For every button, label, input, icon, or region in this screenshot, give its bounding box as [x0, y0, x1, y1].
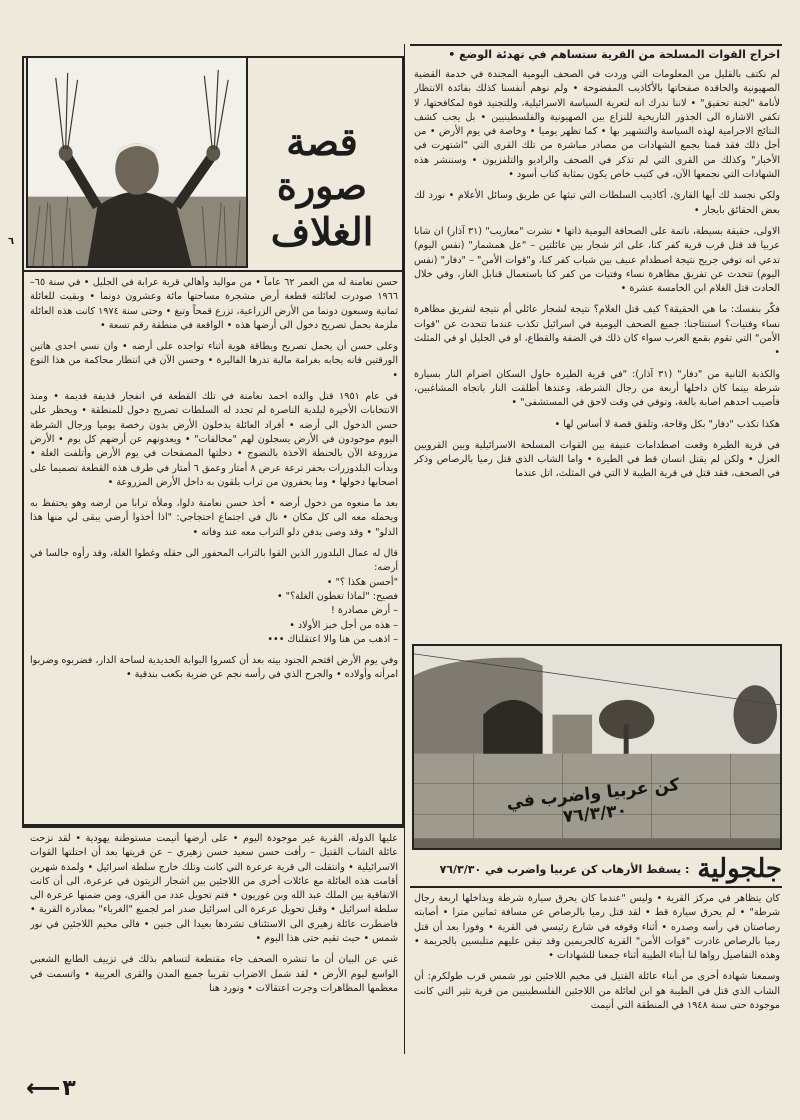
dialogue-line: – أرض مصادرة ! — [330, 605, 398, 617]
dialogue-line: – اذهب من هنا والا اعتقلناك ••• — [267, 633, 398, 645]
paragraph: في قرية الطيرة وقعت اصطدامات عنيفة بين القوات المسلحة الاسرائيلية وبين القرويين العزل • ولكن لم يقتل انسان قط في الطيرة • واما الشاب الذي قتل رميا بالرصاص وذكر في الصحف، فقد قتل في قرية الطيبة لا التي في المثلث، اتل عندما — [414, 439, 780, 480]
article-title — [252, 120, 392, 270]
paragraph: هكذا تكذب "دفار" بكل وقاحة، وتلفق قصة لا أساس لها • — [554, 418, 780, 430]
photo-caption — [410, 852, 782, 888]
paragraph: فكّر بنفسك: ما هي الحقيقة؟ كيف قتل الغلام؟ نتيجة لشجار عائلي أم نتيجة لتفريق مظاهرة نساء وفتيات؟ استنتاجنا: جميع الصحف اليومية في اسرائيل تكذب عندما تتحدث عن "قوات الأمن" التي تقوم بقمع العرب سواء كان ذلك في الضفة والقطاع، او في الجليل او في المثلث • — [414, 304, 780, 359]
column-divider — [404, 44, 405, 1054]
bottom-right-body — [414, 892, 780, 1062]
paragraph: قال له عمال البلدوزر الذين القوا بالتراب المحفور الى حقله وغطوا الغلة، وقد رأوه جالسا في أرضه: — [30, 548, 398, 574]
dialogue-line: "أحسن هكذا ؟" • — [326, 576, 398, 588]
paragraph: بعد ما منعوه من دخول أرضه • أخذ حسن نعامنة دلوا، وملأه ترابا من ارضه وهو يحتفظ به ويحمله معه الى كل مكان • نال في اجتماع احتجاجي: "اذا أخذوا أرضي يبقى لي منها هذا الدلو" • وقد وصى بدفن دلو التراب معه عند وفاته • — [30, 498, 398, 538]
left-arrow-icon: ⟵ — [26, 1074, 61, 1102]
caption-village-name: جلجولية — [697, 854, 782, 884]
paragraph: وفي يوم الأرض اقتحم الجنود بيته بعد أن كسروا البوابة الحديدية لساحة الدار، فضربوه وضربوا امرأته وأولاده • والجرح الذي في رأسه نجم عن ضربة بكعب بندقية • — [30, 655, 398, 681]
right-column — [414, 46, 780, 642]
right-column-body — [414, 68, 780, 640]
bottom-left-body — [30, 832, 398, 1058]
paragraph: كان يتظاهر في مركز القرية • وليس "عندما كان يحرق سيارة شرطة وبداخلها اربعة رجال شرطة" • لم يحرق سيارة قط • لقد قتل رميا بالرصاص عن مسافة ثمانين مترا • أصابته رصاصتان في رأسه وصدره • أثناء وقوفه في شارع رئيسي في القرية • وفورا بعد أن قتل رميا بالرصاص غادرت "قوات الأمن" القرية كالجريمين وقد تيقن عليهم متلبسين بالجريمة • وهذه التفاصيل رواها لنا أبناء الطيبة أثناء جمعنا للشهادات • — [414, 893, 780, 962]
page-number — [26, 1074, 76, 1102]
title-divider — [24, 270, 402, 272]
paragraph: في عام ١٩٥١ قتل والده احمد نعامنة في تلك القطعة في انفجار قذيفة قديمة • ومنذ الانتخابات الأخيرة لبلدية الناصرة لم تجدد له السلطات تصريح دخول للمنطقة • ويحظر على حسن الدخول الى أرضه • أفراد العائلة يدخلون الأرض بدون رخصة يوميا ورجال الشرطة اليوم موجودون في الأرض يسجلون لهم "مخالفات" • ويعدونهم عن أرضهم كل يوم • الأرض مزروعة الآن بالحنطة الآخذة بالنضوج • دخلتها المصفحات في يوم الأرض وأتلفت الغلة • وبدأت البلدوزرات بحفر ترعة عرض ٨ أمتار وعمق ٦ أمتار في طرف هذه القطعة تصميما على اصحابها دخولها • وما يحفرون من تراب يلقون به داخل الأرض المزروعة • — [30, 391, 398, 488]
paragraph: الاولى، حقيقة بسيطة، ناتمة على الصحافة اليومية ذاتها • نشرت "معاريب" (٣١ آذار) ان شابا عربيا قد قتل قرب قرية كفر كنا، على اثر شجار بين عائلتين – "عل همشمار" (نفس اليوم) تدعي انه توفي جريح نتيجة اصطدام عنيف بين شباب كفر كنا، و"قوات الأمن" – "دفار" (نفس اليوم) تتحدث عن تفريق مظاهرة نساء وفتيات من كفر كنا باستعمال قنابل الغاز، وفي خلال الحادث قتل الغلام ابن الخامسة عشرة • — [414, 225, 780, 295]
page-number-value: ٣ — [62, 1075, 76, 1101]
section-headline: اخراج القوات المسلحة من القرية ستساهم في تهدئة الوضع • — [448, 48, 780, 61]
cover-photo — [26, 56, 248, 268]
cover-story-body — [30, 276, 398, 824]
paragraph: حسن نعامنة له من العمر ٦٢ عاماً • من مواليد وأهالي قرية عرابة في الجليل • في سنة ٦٥–١٩٦٦ صودرت لعائلته قطعة أرض مشجرة مساحتها مائة وعشرون دونما • وبقيت للعائلة ثمانية وسبعون دونما من الأرض الزراعية، تزرع قمحاً وتبغ • وحتى سنة ١٩٧٤ كانت هذه العائلة ملزمة بحمل تصريح دخول الى أرضها هذه • الواقعة في منطقة رقم تسعة • — [30, 277, 398, 331]
paragraph: عليها الدولة، القرية غير موجودة اليوم • على أرضها أنيمت مستوطنة يهودية • لقد نزحت عائلة الشاب القتيل – رأفت حسن سعيد حسن زهيري – عن قريتها بعد أن احتلتها القوات الاسرائيلية • وانتقلت الى قرية عرعرة التي كانت وتلك خارج سلطة اسرائيل • ولمدة شهرين أقامت هذه العائلة مع عائلات أخرى من اللاجئين بين اشجار الزيتون في عرعرة، الى أن كانت الاتفاقية بين الملك عبد الله وبن غوريون • فتم تحويل عدد من القرى، ومن ضمنها عرعرة الى سلطة اسرائيل • وقبل تحويل عرعرة الى اسرائيل صدر امر لجميع "الغرباء" بمغادرة القرية • فاضطرت عائلة زهيري الى الاستئناف تشردها بعيدا الى جنين • فالى مخيم اللاجئين في نور شمس • حيث تقيم حتى هذا اليوم • — [30, 833, 398, 945]
paragraph: والكذبة الثانية من "دفار" (٣١ آذار): "في قرية الطيرة حاول السكان اضرام النار بسيارة شرطة بينما كان داخلها أربعة من رجال الشرطة، وعندها أطلقت النار باتجاه المشاغبين، فأصيب احدهم اصابة بالغة، وتوفي في وقت لاحق في المستشفى" • — [414, 368, 780, 409]
paragraph: ولكي نجسد لك أيها القارئ، أكاذيب السلطات التي تبثها عن طريق وسائل الأعلام • نورد لك بعض الحقائق بايجاز • — [414, 190, 780, 216]
paragraph: غني عن البيان أن ما تنشره الصحف جاء مقتطعة لتساهم بذلك في تزييف الطابع الشعبي الواسع ليوم الأرض • لقد شمل الاضراب تقريبا جميع المدن والقرى العربية • واتسمت في معظمها المظاهرات وجرت اعتقالات • ونورد هنا — [30, 954, 398, 994]
dialogue-line: فصيح: "لماذا تغطون الغلة؟" • — [276, 590, 398, 602]
caption-slogan: : يسقط الأرهاب كن عربيا واضرب في ٧٦/٣/٣٠ — [439, 862, 690, 876]
paragraph: وسمعنا شهادة أخرى من أبناء عائلة القتيل في مخيم اللاجئين نور شمس قرب طولكرم: أن الشاب الذي قتل في الطيبة هو ابن لعائلة من اللاجئين الفلسطينيين من قرية تثير التي كانت موجودة حتى سنة ١٩٤٨ في المنطقة التي أنيمت — [414, 971, 780, 1012]
title-line-2: صورة — [276, 163, 368, 208]
dialogue-line: – هذه من أجل خبز الأولاد • — [289, 619, 398, 631]
graffiti-text: كن عربيا واضرب في ٧٦/٣/٣٠ — [505, 775, 681, 828]
paragraph: وعلى حسن أن يحمل تصريح وبطاقة هوية أثناء تواجده على أرضه • وان نسي احدى هاتين الورقتين فانه يجابه بغرامة مالية تدرها الفاليرة • وحسن الآن في انتظار محاكمة من هذا النوع • — [30, 341, 398, 381]
title-line-3: الغلاف — [270, 209, 374, 254]
side-page-mark: ٦ — [8, 236, 15, 247]
wall-graffiti-photo — [412, 644, 782, 850]
farmer-with-wheat-image — [28, 58, 246, 266]
title-line-1: قصة — [286, 119, 358, 164]
paragraph: لم نكتف بالقليل من المعلومات التي وردت في الصحف اليومية المجندة في خدمة القضية الصهيونية والحاقدة صفحاتها بالأكاذيب المفضوحة • ولم نوهم أنفسنا كذلك بفائدة الانتظار لأنامة "لجنة تحقيق" • لاننا ندرك انه لتعرية السياسة الاسرائيلية، وللتجنيد قوة لمكافحتها، لا تكفي الاشارة الى الجذور التاريخية للنزاع بين الصهيونية والفلسطينيين • بل يجب كشف النتائج الاجرامية لهذه السياسة والتشهير بها • كما تظهر يوميا • وخاصة في يوم الأرض • من أجل ذلك فقد قمنا بجمع الشهادات من مصادر مباشرة من تلك القرى التي "اشتهرت في الأخبار" وكذلك من القرى التي لم تذكر في الصحف والراديو والتلفزيون • وسننشر هذه الشهادات التي نجمعها الآن، في كتيب خاص يكون بمثابة كتاب أسود • — [414, 69, 780, 181]
